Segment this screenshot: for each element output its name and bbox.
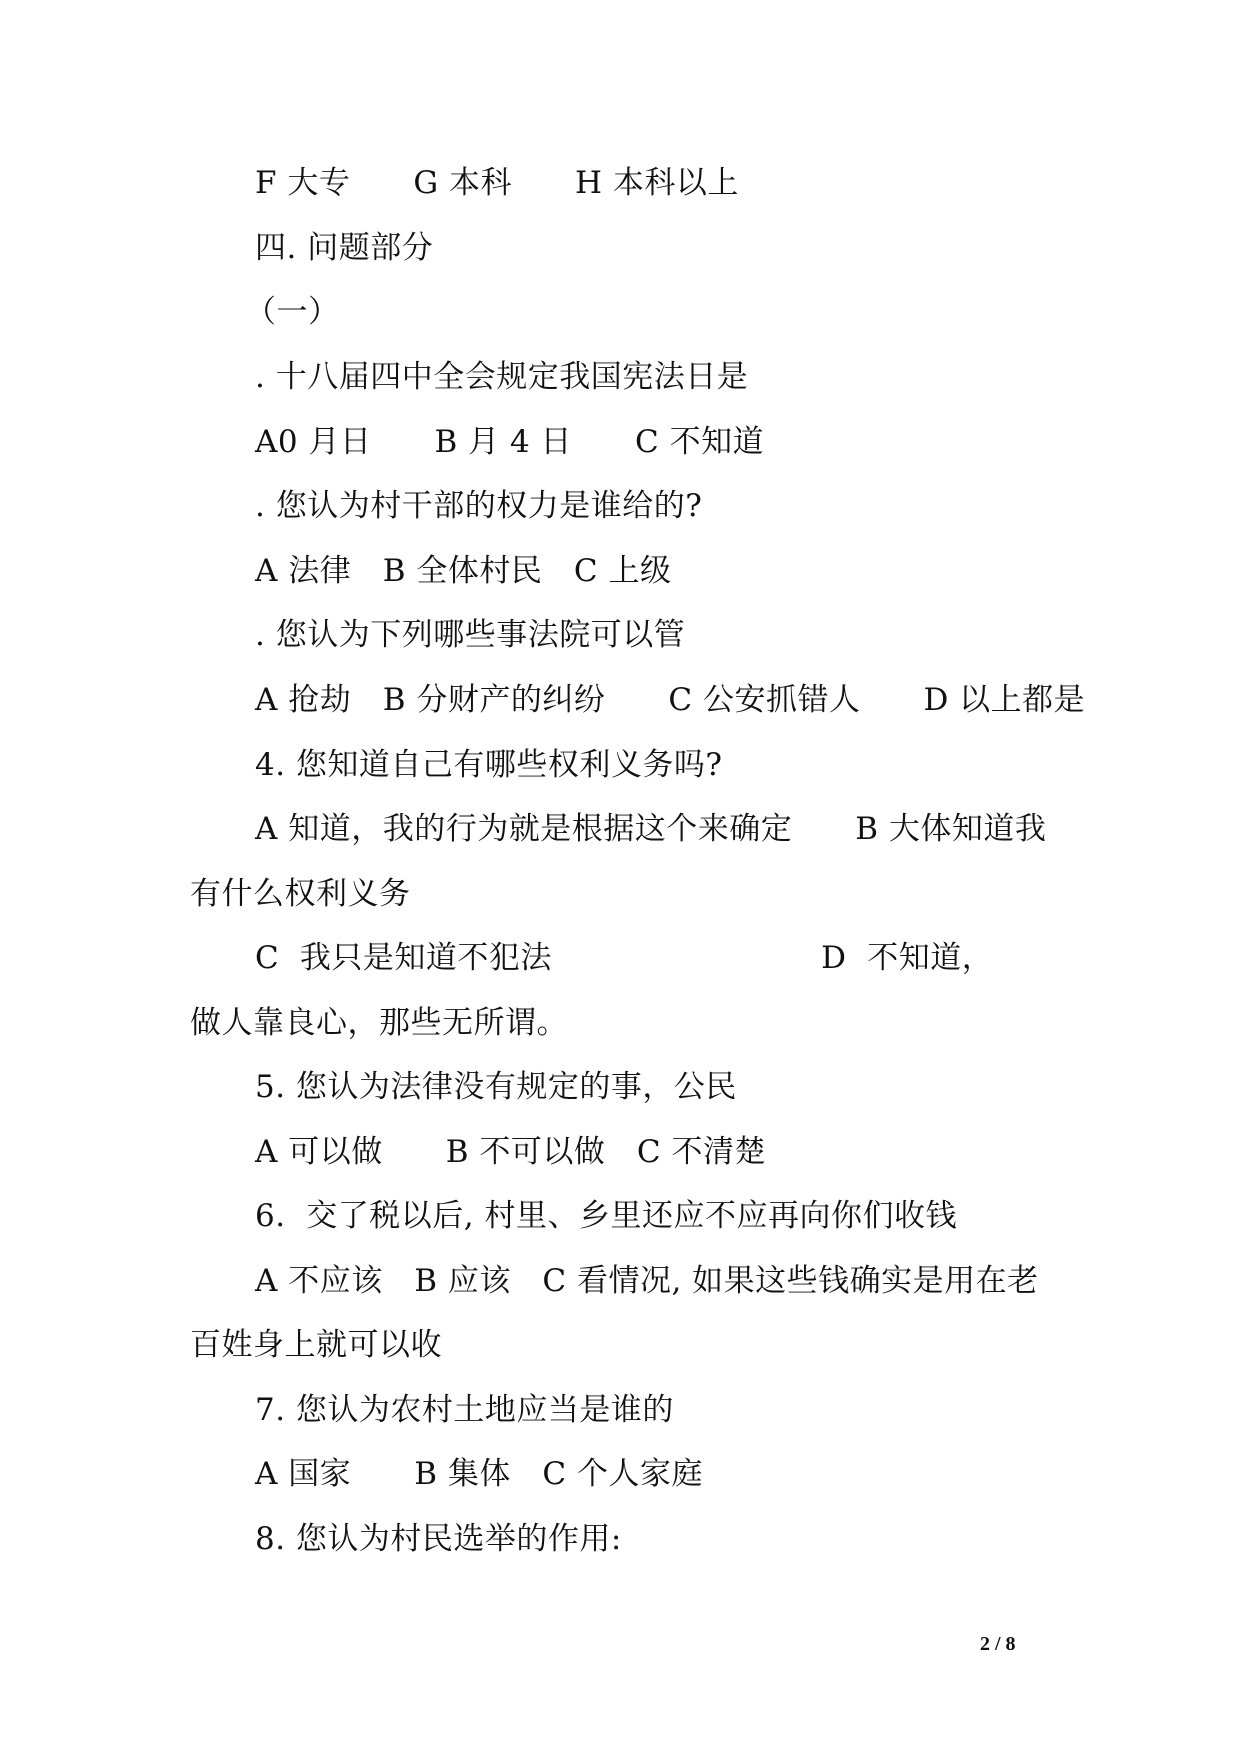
question-3-options: A 抢劫 B 分财产的纠纷 C 公安抓错人 D 以上都是 [255,682,1086,718]
question-4-options-line-1: A 知道，我的行为就是根据这个来确定 B 大体知道我 [255,811,1047,847]
question-7: 7. 您认为农村土地应当是谁的 [255,1392,674,1428]
question-3: . 您认为下列哪些事法院可以管 [255,617,686,653]
question-4-options-line-4: 做人靠良心，那些无所谓。 [190,1005,568,1041]
question-6-options-line-1: A 不应该 B 应该 C 看情况, 如果这些钱确实是用在老 [255,1263,1039,1299]
option-line-education: F 大专 G 本科 H 本科以上 [255,165,739,201]
question-4-options-line-3: C 我只是知道不犯法 D 不知道， [255,940,994,976]
question-1: . 十八届四中全会规定我国宪法日是 [255,359,749,395]
question-6: 6. 交了税以后, 村里、乡里还应不应再向你们收钱 [255,1198,957,1234]
question-1-options: A0 月日 B 月 4 日 C 不知道 [255,424,765,460]
section-heading: 四. 问题部分 [255,230,434,266]
question-2: . 您认为村干部的权力是谁给的? [255,488,703,524]
question-2-options: A 法律 B 全体村民 C 上级 [255,553,672,589]
question-5-options: A 可以做 B 不可以做 C 不清楚 [255,1134,766,1170]
question-5: 5. 您认为法律没有规定的事，公民 [255,1069,737,1105]
page-number: 2 / 8 [980,1633,1016,1655]
subsection-heading: （一） [245,294,340,330]
question-7-options: A 国家 B 集体 C 个人家庭 [255,1456,703,1492]
question-4: 4. 您知道自己有哪些权利义务吗? [255,747,723,783]
question-6-options-line-2: 百姓身上就可以收 [190,1327,442,1363]
question-8: 8. 您认为村民选举的作用: [255,1521,622,1557]
question-4-options-line-2: 有什么权利义务 [190,876,411,912]
